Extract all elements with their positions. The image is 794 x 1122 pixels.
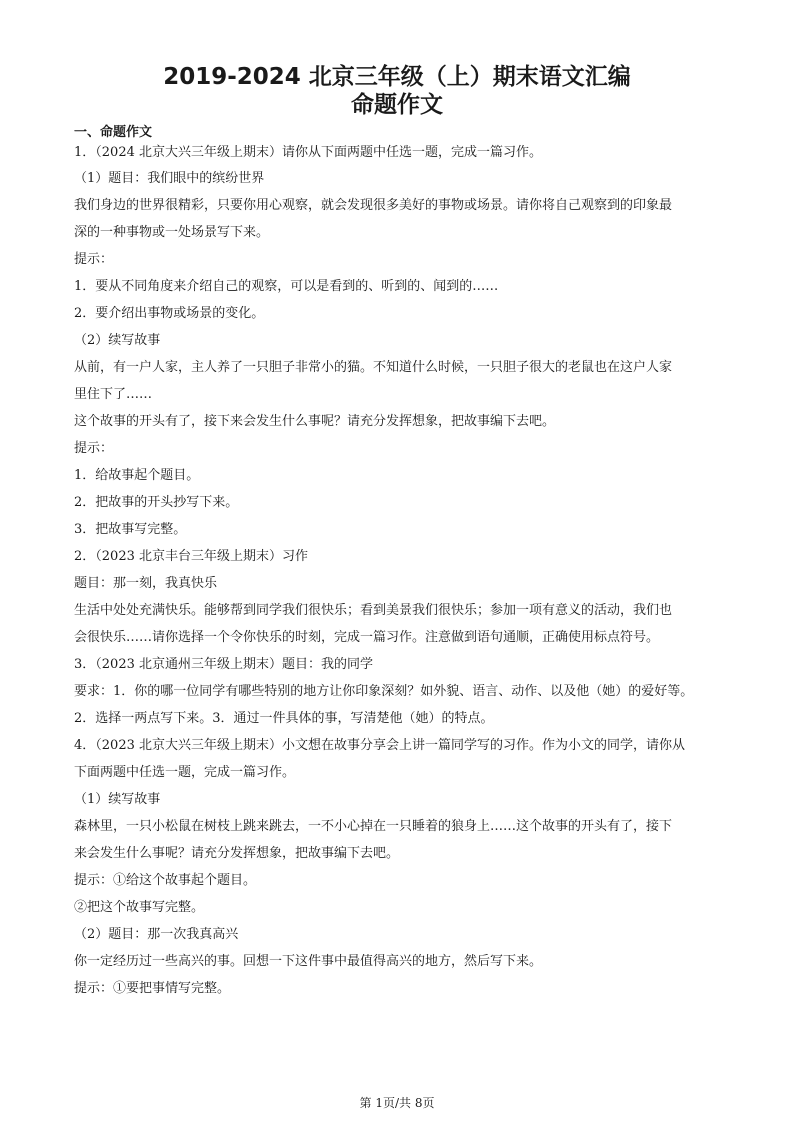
text-line: 这个故事的开头有了，接下来会发生什么事呢？请充分发挥想象，把故事编下去吧。 [74,414,556,429]
text-line: 要求：1．你的哪一位同学有哪些特别的地方让你印象深刻？如外貌、语言、动作、以及他（她）的爱好等。 [74,684,694,699]
text-line: ②把这个故事写完整。 [74,900,205,915]
page-number: 第 1页/共 8页 [359,1096,435,1110]
text-line: 1．（2024 北京大兴三年级上期末）请你从下面两题中任选一题，完成一篇习作。 [74,145,542,160]
text-line: 2．选择一两点写下来。3．通过一件具体的事，写清楚他（她）的特点。 [74,711,494,726]
text-line: 提示：①给这个故事起个题目。 [74,873,257,888]
text-line: （2）续写故事 [74,333,161,348]
text-line: 提示： [74,441,114,456]
text-line: 1．给故事起个题目。 [74,468,200,483]
text-line: 提示： [74,252,114,267]
text-line: （1）续写故事 [74,792,161,807]
text-line: 下面两题中任选一题，完成一篇习作。 [74,765,296,780]
text-line: 森林里，一只小松鼠在树枝上跳来跳去，一不小心掉在一只睡着的狼身上……这个故事的开头有了，接下 [74,819,673,834]
text-line: 1．要从不同角度来介绍自己的观察，可以是看到的、听到的、闻到的…… [74,279,499,294]
text-line: 你一定经历过一些高兴的事。回想一下这件事中最值得高兴的地方，然后写下来。 [74,954,543,969]
text-line: 3．（2023 北京通州三年级上期末）题目：我的同学 [74,657,373,672]
text-line: 题目：那一刻，我真快乐 [74,576,218,591]
document-subtitle: 命题作文 [351,92,443,118]
text-line: 会很快乐……请你选择一个令你快乐的时刻，完成一篇习作。注意做到语句通顺，正确使用标点符号。 [74,630,660,645]
text-line: 3．把故事写完整。 [74,522,187,537]
document-title: 2019-2024 北京三年级（上）期末语文汇编 [163,64,631,90]
text-line: 我们身边的世界很精彩，只要你用心观察，就会发现很多美好的事物或场景。请你将自己观察到的印象最 [74,198,673,213]
text-line: 来会发生什么事呢？请充分发挥想象，把故事编下去吧。 [74,846,400,861]
text-line: 2．（2023 北京丰台三年级上期末）习作 [74,549,308,564]
section-heading: 一、命题作文 [74,125,153,140]
text-line: 里住下了…… [74,387,153,402]
text-line: （1）题目：我们眼中的缤纷世界 [74,171,265,186]
text-line: 2．把故事的开头抄写下来。 [74,495,239,510]
text-line: 从前，有一户人家，主人养了一只胆子非常小的猫。不知道什么时候，一只胆子很大的老鼠也在这户人家 [74,360,673,375]
text-line: 提示：①要把事情写完整。 [74,981,231,996]
text-line: 2．要介绍出事物或场景的变化。 [74,306,265,321]
text-line: 生活中处处充满快乐。能够帮到同学我们很快乐；看到美景我们很快乐；参加一项有意义的活动，我们也 [74,603,673,618]
text-line: 4．（2023 北京大兴三年级上期末）小文想在故事分享会上讲一篇同学写的习作。作为小文的同学，请你从 [74,738,685,753]
text-line: 深的一种事物或一处场景写下来。 [74,225,270,240]
text-line: （2）题目：那一次我真高兴 [74,927,239,942]
